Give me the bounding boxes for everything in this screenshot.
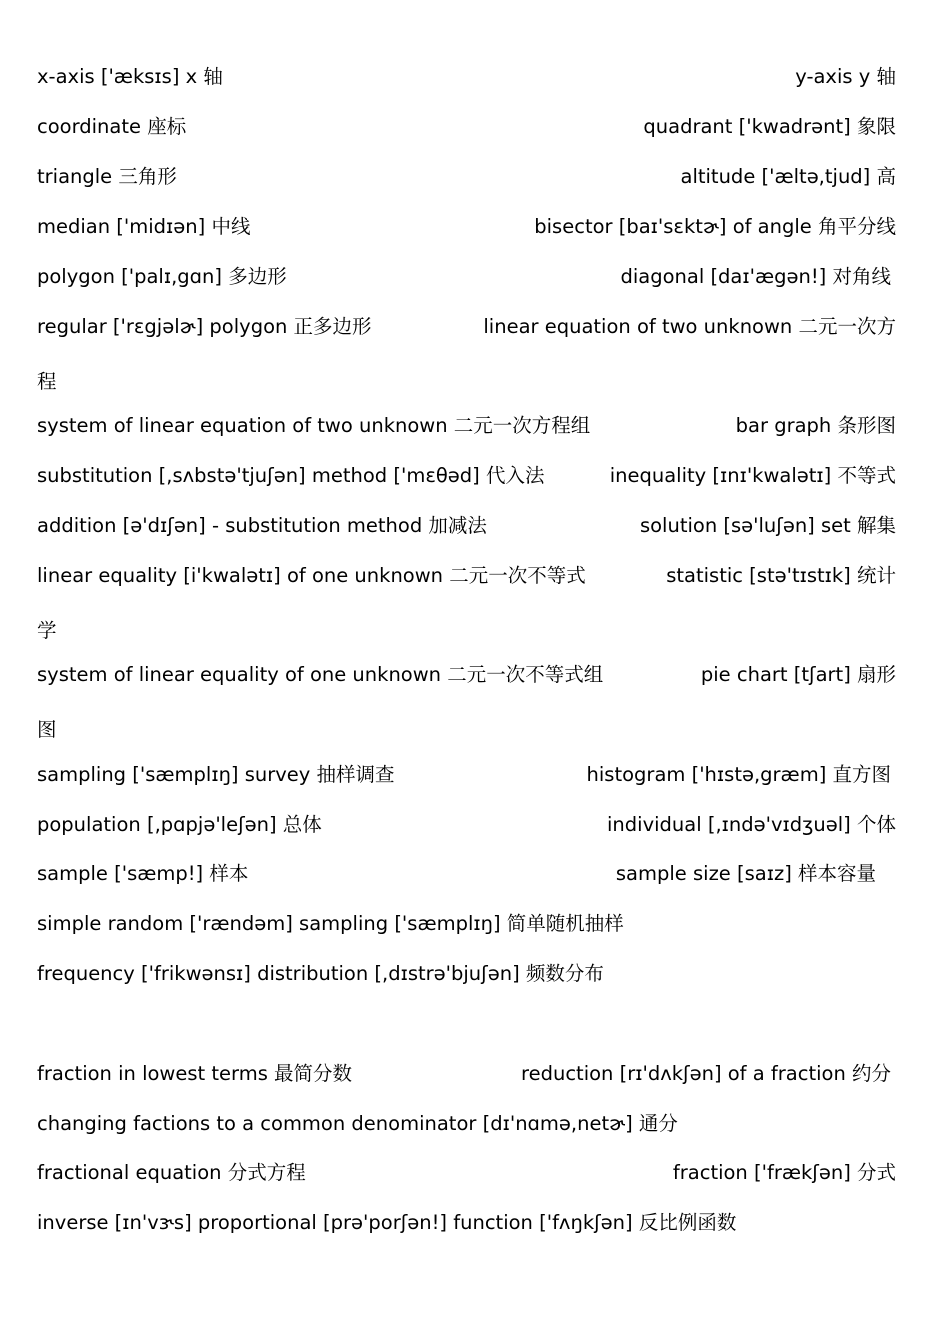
term-right: statistic [stə'tɪstɪk] 统计	[666, 564, 896, 587]
vocab-line	[37, 167, 896, 191]
term-right: pie chart [tʃart] 扇形	[700, 663, 896, 686]
term-left: sample ['sæmp!] 样本	[37, 862, 249, 885]
wrapped-continuation	[37, 720, 896, 744]
vocab-line	[37, 914, 896, 938]
vocab-line	[37, 815, 896, 839]
term-right: bisector [baɪ'sɛktɚ] of angle 角平分线	[534, 215, 896, 238]
vocab-line	[37, 466, 896, 490]
term-right: inequality [ɪnɪ'kwalətɪ] 不等式	[609, 464, 896, 487]
term-left: coordinate 座标	[37, 115, 187, 138]
term-left: population [,pɑpjə'leʃən] 总体	[37, 813, 322, 836]
wrapped-continuation	[37, 372, 896, 396]
vocab-line	[37, 267, 896, 291]
term-right: histogram ['hɪstə,græm] 直方图	[586, 763, 891, 786]
term-left: changing factions to a common denominator [dɪ'nɑmə,netɚ] 通分	[37, 1112, 678, 1135]
vocab-line	[37, 416, 896, 440]
vocab-line	[37, 765, 896, 789]
term-left: inverse [ɪn'vɝs] proportional [prə'porʃən!] function ['fʌŋkʃən] 反比例函数	[37, 1211, 737, 1234]
term-left: fraction in lowest terms 最简分数	[37, 1062, 353, 1085]
term-continuation: 程	[37, 370, 57, 393]
term-left: triangle 三角形	[37, 165, 177, 188]
vocab-line	[37, 566, 896, 590]
vocab-line	[37, 1163, 896, 1187]
term-right: diagonal [daɪ'ægən!] 对角线	[620, 265, 891, 288]
wrapped-continuation	[37, 621, 896, 645]
vocab-line	[37, 67, 896, 91]
vocab-line	[37, 1114, 896, 1138]
term-left: polygon ['palɪ,gɑn] 多边形	[37, 265, 287, 288]
term-left: x-axis ['æksɪs] x 轴	[37, 65, 223, 88]
term-right: y-axis y 轴	[795, 65, 896, 88]
term-right: quadrant ['kwadrənt] 象限	[643, 115, 896, 138]
vocab-line	[37, 1213, 896, 1237]
term-right: altitude ['æltə,tjud] 高	[680, 165, 896, 188]
term-left: substitution [,sʌbstə'tjuʃən] method ['mɛθəd] 代入法	[37, 464, 545, 487]
term-left: linear equality [i'kwalətɪ] of one unknown 二元一次不等式	[37, 564, 586, 587]
vocab-line	[37, 217, 896, 241]
term-continuation: 图	[37, 718, 57, 741]
term-left: simple random ['rændəm] sampling ['sæmplɪŋ] 简单随机抽样	[37, 912, 624, 935]
vocab-line	[37, 317, 896, 341]
term-right: linear equation of two unknown 二元一次方	[483, 315, 896, 338]
vocab-line	[37, 964, 896, 988]
term-right: reduction [rɪ'dʌkʃən] of a fraction 约分	[521, 1062, 891, 1085]
term-right: solution [sə'luʃən] set 解集	[639, 514, 896, 537]
term-left: regular ['rɛgjəlɚ] polygon 正多边形	[37, 315, 372, 338]
term-left: median ['midɪən] 中线	[37, 215, 251, 238]
vocab-line	[37, 665, 896, 689]
term-left: system of linear equation of two unknown 二元一次方程组	[37, 414, 591, 437]
vocab-line	[37, 516, 896, 540]
term-left: system of linear equality of one unknown 二元一次不等式组	[37, 663, 604, 686]
term-left: sampling ['sæmplɪŋ] survey 抽样调查	[37, 763, 395, 786]
term-left: addition [ə'dɪʃən] - substitution method 加减法	[37, 514, 487, 537]
term-continuation: 学	[37, 619, 57, 642]
vocab-line	[37, 1064, 896, 1088]
term-left: fractional equation 分式方程	[37, 1161, 306, 1184]
term-right: fraction ['frækʃən] 分式	[672, 1161, 896, 1184]
term-right: individual [,ɪndə'vɪdʒuəl] 个体	[607, 813, 896, 836]
vocab-line	[37, 864, 896, 888]
term-right: sample size [saɪz] 样本容量	[615, 862, 876, 885]
term-right: bar graph 条形图	[735, 414, 896, 437]
vocab-line	[37, 117, 896, 141]
term-left: frequency ['frikwənsɪ] distribution [,dɪstrə'bjuʃən] 频数分布	[37, 962, 604, 985]
